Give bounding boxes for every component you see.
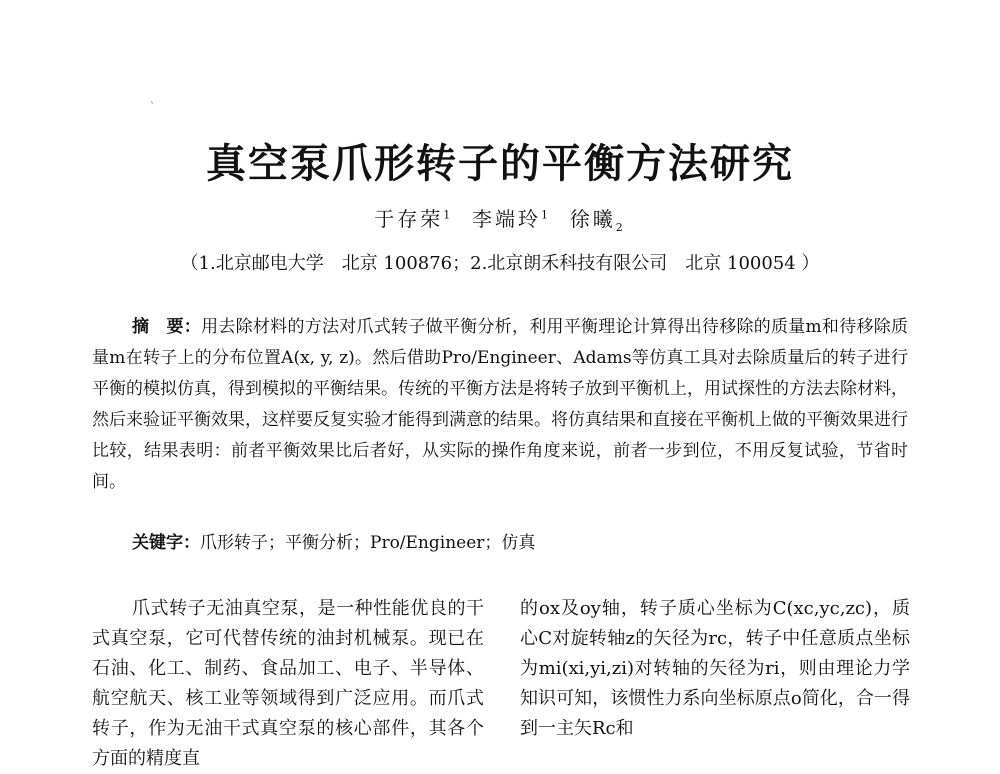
affiliation: （1.北京邮电大学 北京 100876；2.北京朗禾科技有限公司 北京 100054 ） bbox=[180, 253, 820, 274]
author-mark: 2 bbox=[615, 221, 626, 234]
author-list bbox=[0, 203, 1000, 234]
body-column-left: 爪式转子无油真空泵，是一种性能优良的干式真空泵，它可代替传统的油封机械泵。现已在石油、化工、制药、食品加工、电子、半导体、航空航天、核工业等领域得到广泛应用。而爪式转子，作为无油干式真空泵的核心部件，其各个方面的精度直 bbox=[92, 598, 484, 769]
abstract-label: 摘 要： bbox=[132, 317, 202, 337]
body-column-right: 的ox及oy轴，转子质心坐标为C(xc,yc,zc)，质心C对旋转轴z的矢径为rc，转子中任意质点坐标为mi(xi,yi,zi)对转轴的矢径为ri，则由理论力学知识可知，该惯性力系向坐标原点o简化，合一得到一主矢Rc和 bbox=[520, 598, 910, 739]
author-name: 徐曦 bbox=[569, 207, 616, 231]
keywords-text: 爪形转子；平衡分析；Pro/Engineer；仿真 bbox=[200, 533, 536, 553]
abstract-text: 用去除材料的方法对爪式转子做平衡分析，利用平衡理论计算得出待移除的质量m和待移除质量m在转子上的分布位置A(x, y, z)。然后借助Pro/Engineer、Adams等仿真工具对去除质量后的转子进行平衡的模拟仿真，得到模拟的平衡结果。传统的平衡方法是将转子放到平衡机上，用试探性的方法去除材料，然后来验证平衡效果，这样要反复实验才能得到满意的结果。将仿真结果和直接在平衡机上做的平衡效果进行比较，结果表明：前者平衡效果比后者好，从实际的操作角度来说，前者一步到位，不用反复试验，节省时间。 bbox=[92, 317, 909, 492]
author-mark: 1 bbox=[443, 208, 454, 222]
keywords bbox=[132, 528, 535, 553]
keywords-label: 关键字： bbox=[132, 533, 200, 553]
scan-speck: ` bbox=[150, 102, 155, 113]
paper-title: 真空泵爪形转子的平衡方法研究 bbox=[206, 140, 794, 187]
abstract bbox=[92, 312, 908, 498]
author-name: 于存荣 bbox=[374, 207, 444, 231]
author-mark: 1 bbox=[541, 208, 551, 222]
author-name: 李端玲 bbox=[472, 207, 541, 231]
